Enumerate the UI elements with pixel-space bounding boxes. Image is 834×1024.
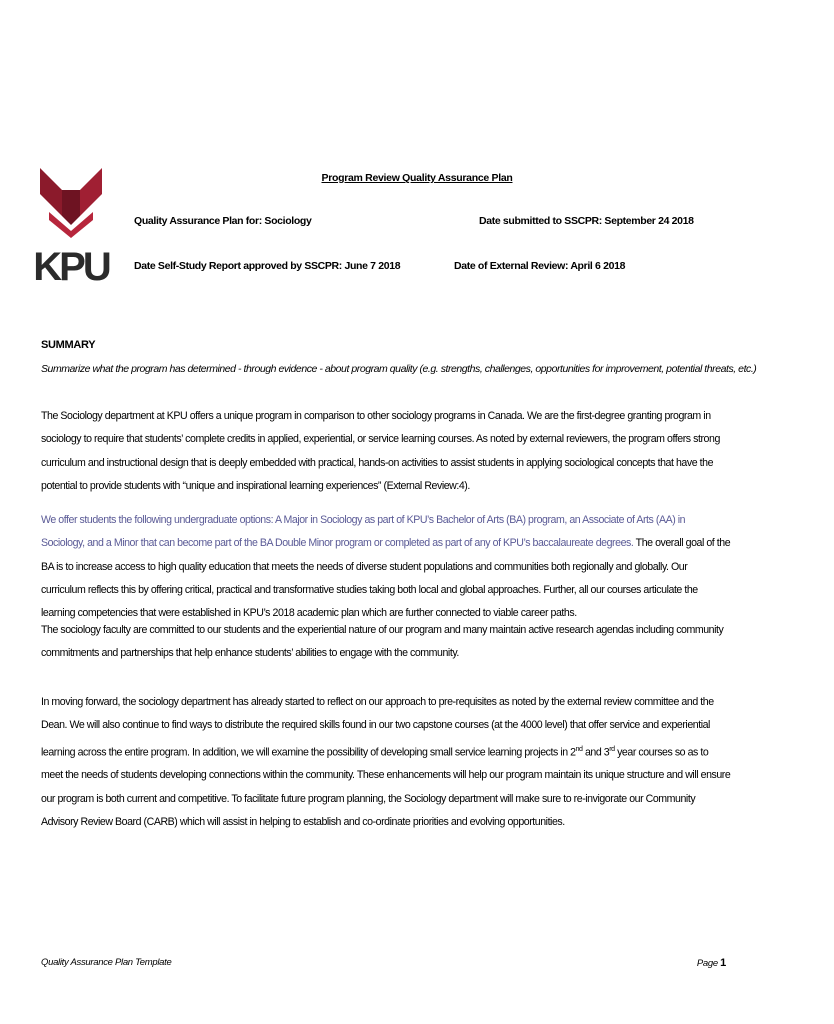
footer-page-value: 1 (720, 957, 726, 969)
footer-page-number (697, 957, 726, 969)
summary-paragraph-2 (41, 509, 731, 625)
self-study-date-field: Date Self-Study Report approved by SSCPR: June 7 2018 (134, 260, 401, 272)
superscript-rd: rd (609, 745, 615, 753)
date-submitted-field: Date submitted to SSCPR: September 24 2018 (479, 215, 694, 227)
summary-instruction: Summarize what the program has determined - through evidence - about program quality (e.g. strengths, challenges, opportunities for improvement, potential threats, etc.) (41, 363, 757, 375)
summary-paragraph-4 (41, 691, 731, 834)
summary-paragraph-4-part-b: and 3 (582, 746, 610, 759)
footer-template-label: Quality Assurance Plan Template (41, 957, 172, 968)
document-title: Program Review Quality Assurance Plan (321, 172, 513, 184)
kpu-logo (33, 168, 109, 289)
kpu-logo-mark (33, 168, 109, 289)
external-review-date-field: Date of External Review: April 6 2018 (454, 260, 626, 272)
summary-paragraph-3: The sociology faculty are committed to our students and the experiential nature of our program and many maintain active research agendas including community commitments and partnerships that help enhance students’ abilities to engage with the community. (41, 624, 724, 660)
summary-paragraph-2-part-b: The overall goal of the BA is to increase access to high quality education that meets the needs of diverse student populations and communities both regionally and globally. Our curriculum reflects this by offering critical, practical and transformative studies taking both local and global approaches. Further, all our courses articulate the learning competencies that were established in KPU’s 2018 academic plan which are further connected to viable career paths. (41, 537, 731, 620)
plan-for-field: Quality Assurance Plan for: Sociology (134, 215, 312, 227)
summary-paragraph-4-part-a: In moving forward, the sociology department has already started to reflect on our approach to pre-requisites as noted by the external review committee and the Dean. We will also continue to find ways to distribute the required skills found in our two capstone courses (at the 4000 level) that offer service and experiential learning across the entire program. In addition, we will examine the possibility of developing small service learning projects in 2 (41, 696, 714, 759)
summary-paragraph-4-part-c: year courses so as to meet the needs of students developing connections within the community. These enhancements will help our program maintain its unique structure and will ensure our program is both current and competitive. To facilitate future program planning, the Sociology department will make sure to re-invigorate our Community Advisory Review Board (CARB) which will assist in helping to establish and co-ordinate priorities and evolving opportunities. (41, 746, 731, 829)
summary-paragraph-2-part-a: We offer students the following undergraduate options: A Major in Sociology as part of KPU’s Bachelor of Arts (BA) program, an Associate of Arts (AA) in Sociology, and a Minor that can become part of the BA Double Minor program or completed as part of any of KPU’s baccalaureate degrees. (41, 514, 686, 550)
superscript-nd: nd (575, 745, 583, 753)
footer-page-label: Page (696, 958, 721, 969)
kpu-logo-text: KPU (33, 245, 109, 289)
summary-heading: SUMMARY (41, 339, 96, 351)
summary-paragraph-1: The Sociology department at KPU offers a unique program in comparison to other sociology programs in Canada. We are the first-degree granting program in sociology to require that students’ complete credits in applied, experiential, or service learning courses. As noted by external reviewers, the program offers strong curriculum and instructional design that is deeply embedded with practical, hands-on activities to assist students in applying sociological concepts that have the potential to provide students with “unique and inspirational learning experiences” (External Review:4). (41, 410, 720, 492)
